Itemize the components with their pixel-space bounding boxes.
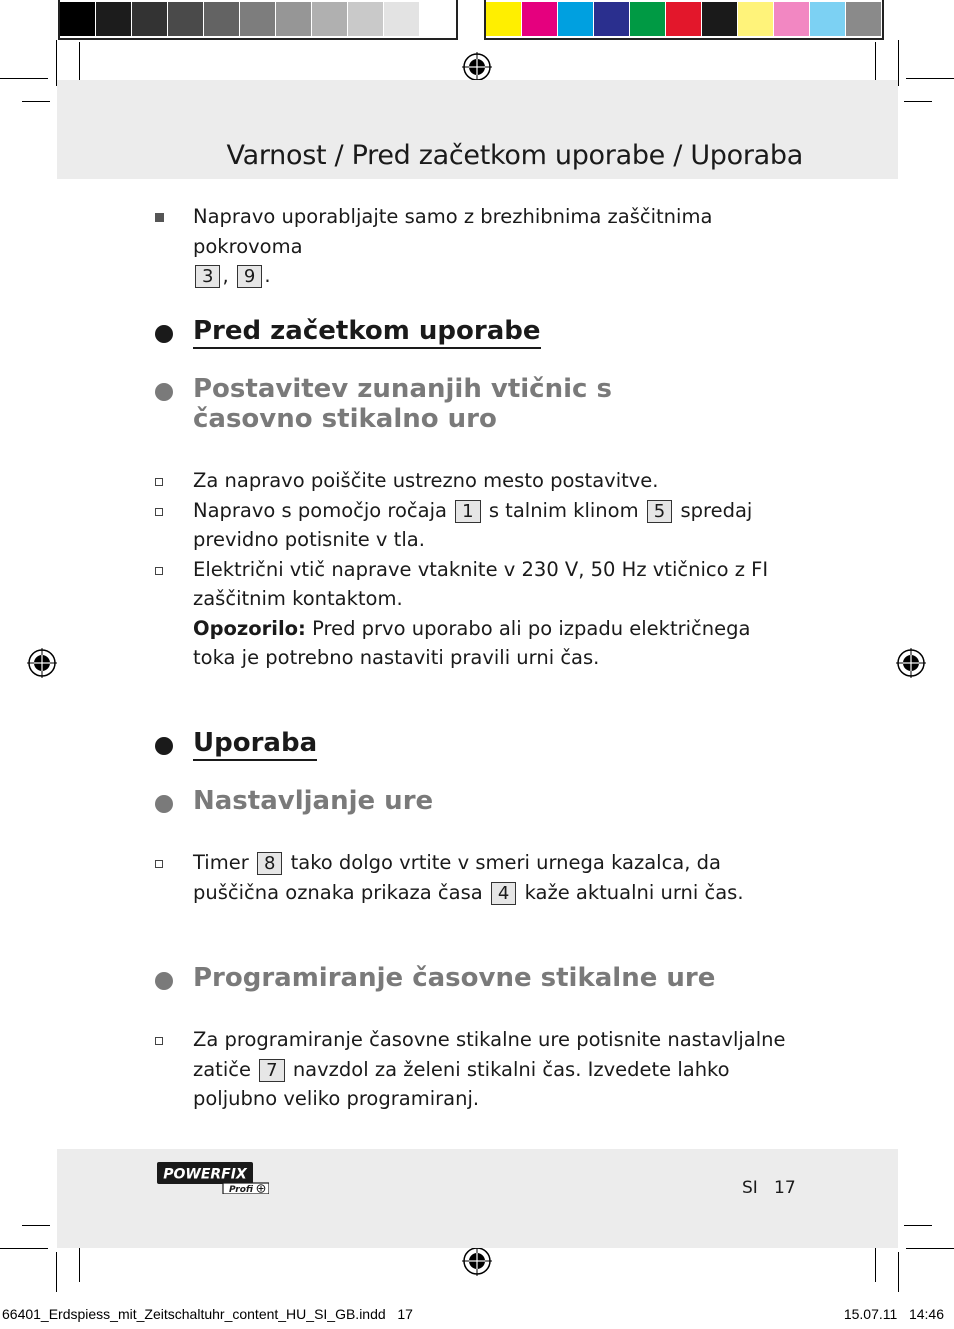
section-use xyxy=(155,728,795,761)
bullet-dot-icon xyxy=(155,795,173,813)
section-heading xyxy=(155,728,795,761)
checkbox-bullet-icon xyxy=(155,860,163,868)
subsection-setup xyxy=(155,374,715,434)
color-swatch xyxy=(96,2,132,36)
item-text: Timer xyxy=(193,851,249,874)
part-reference: 7 xyxy=(259,1059,284,1082)
list-item xyxy=(155,848,795,907)
list-item xyxy=(155,496,795,555)
color-swatch xyxy=(594,2,630,36)
subsection-heading xyxy=(155,374,715,434)
heading-text: Pred začetkom uporabe xyxy=(193,316,541,349)
checkbox-bullet-icon xyxy=(155,478,163,486)
checkbox-bullet-icon xyxy=(155,1037,163,1045)
heading-text: Postavitev zunanjih vtičnic s časovno stikalno uro xyxy=(193,374,612,434)
checkbox-bullet-icon xyxy=(155,508,163,516)
registration-mark-icon xyxy=(462,52,492,82)
color-swatch xyxy=(630,2,666,36)
color-calibration-bar-grayscale xyxy=(58,0,458,40)
list-item xyxy=(155,555,795,673)
separator: , xyxy=(222,264,229,287)
bullet-dot-icon xyxy=(155,737,173,755)
crop-mark xyxy=(898,1252,899,1292)
intro-block xyxy=(155,202,795,291)
date-slug: 15.07.11 14:46 xyxy=(843,1306,944,1322)
color-swatch xyxy=(558,2,594,36)
checkbox-bullet-icon xyxy=(155,567,163,575)
part-reference: 5 xyxy=(647,500,672,523)
crop-mark xyxy=(22,1225,50,1226)
part-reference: 1 xyxy=(455,500,480,523)
clock-steps xyxy=(155,848,795,907)
crop-mark xyxy=(22,101,50,102)
color-swatch xyxy=(312,2,348,36)
item-text: Napravo s pomočjo ročaja xyxy=(193,498,447,522)
item-text: Za programiranje časovne stikalne ure potisnite nastavljalne zatiče xyxy=(193,1028,786,1081)
color-swatch xyxy=(60,2,96,36)
subsection-heading xyxy=(155,963,795,993)
logo-subtext: Profi xyxy=(228,1185,254,1194)
list-item xyxy=(155,466,795,496)
color-swatch xyxy=(486,2,522,36)
note-label: Opozorilo: xyxy=(193,616,306,640)
page-number xyxy=(742,1178,796,1198)
color-swatch xyxy=(666,2,702,36)
bullet-dot-icon xyxy=(155,383,173,401)
language-code: SI xyxy=(742,1178,758,1198)
crop-mark xyxy=(79,1242,80,1282)
color-swatch xyxy=(276,2,312,36)
part-reference: 9 xyxy=(237,265,262,288)
item-text: navzdol za želeni stikalni čas. Izvedete lahko poljubno veliko programiranj. xyxy=(193,1057,730,1110)
color-calibration-bar-color xyxy=(484,0,884,40)
crop-mark xyxy=(875,1242,876,1282)
item-text: s talnim klinom xyxy=(488,498,639,522)
color-swatch xyxy=(846,2,882,36)
color-swatch xyxy=(348,2,384,36)
page-number-value: 17 xyxy=(774,1178,796,1198)
bullet-dot-icon xyxy=(155,325,173,343)
crop-mark xyxy=(904,101,932,102)
crop-mark xyxy=(906,78,954,79)
item-text: Za napravo poiščite ustrezno mesto postavitve. xyxy=(193,469,659,492)
item-text: Električni vtič naprave vtaknite v 230 V, 50 Hz vtičnico z FI zaščitnim kontaktom. xyxy=(193,557,769,610)
bullet-dot-icon xyxy=(155,972,173,990)
subsection-programming xyxy=(155,963,795,993)
page-title: Varnost / Pred začetkom uporabe / Uporaba xyxy=(226,140,803,171)
crop-mark xyxy=(906,1248,954,1249)
crop-mark xyxy=(0,78,48,79)
heading-text: Uporaba xyxy=(193,728,317,761)
punctuation: . xyxy=(264,264,271,287)
registration-mark-icon xyxy=(462,1246,492,1276)
subsection-heading xyxy=(155,786,795,816)
setup-steps xyxy=(155,466,795,673)
color-swatch xyxy=(738,2,774,36)
logo-text: POWERFIX xyxy=(163,1166,247,1183)
color-swatch xyxy=(240,2,276,36)
item-text: spredaj previdno potisnite v tla. xyxy=(193,498,753,551)
section-before-use xyxy=(155,316,795,349)
list-item xyxy=(155,1025,795,1114)
color-swatch xyxy=(810,2,846,36)
list-item xyxy=(155,202,795,291)
item-text: kaže aktualni urni čas. xyxy=(524,880,744,904)
part-reference: 3 xyxy=(195,265,220,288)
file-slug: 66401_Erdspiess_mit_Zeitschaltuhr_content_HU_SI_GB.indd 17 xyxy=(2,1306,413,1322)
powerfix-logo xyxy=(157,1162,269,1194)
crop-mark xyxy=(904,1225,932,1226)
color-swatch xyxy=(702,2,738,36)
section-heading xyxy=(155,316,795,349)
square-bullet-icon xyxy=(155,213,164,222)
color-swatch xyxy=(522,2,558,36)
color-swatch xyxy=(420,2,456,36)
programming-steps xyxy=(155,1025,795,1114)
heading-text: Programiranje časovne stikalne ure xyxy=(193,963,716,993)
part-reference: 4 xyxy=(491,882,516,905)
color-swatch xyxy=(384,2,420,36)
registration-mark-icon xyxy=(896,648,926,678)
color-swatch xyxy=(168,2,204,36)
subsection-clock xyxy=(155,786,795,816)
registration-mark-icon xyxy=(27,648,57,678)
color-swatch xyxy=(204,2,240,36)
note-text: Pred prvo uporabo ali po izpadu električnega toka je potrebno nastaviti pravili urni čas. xyxy=(193,616,751,669)
item-text: tako dolgo vrtite v smeri urnega kazalca, da puščična oznaka prikaza časa xyxy=(193,851,721,904)
color-swatch xyxy=(132,2,168,36)
heading-text: Nastavljanje ure xyxy=(193,786,434,816)
item-text: Napravo uporabljajte samo z brezhibnima zaščitnima pokrovoma xyxy=(193,205,713,258)
crop-mark xyxy=(0,1248,48,1249)
crop-mark xyxy=(898,40,899,86)
part-reference: 8 xyxy=(257,852,282,875)
color-swatch xyxy=(774,2,810,36)
crop-mark xyxy=(56,1252,57,1292)
